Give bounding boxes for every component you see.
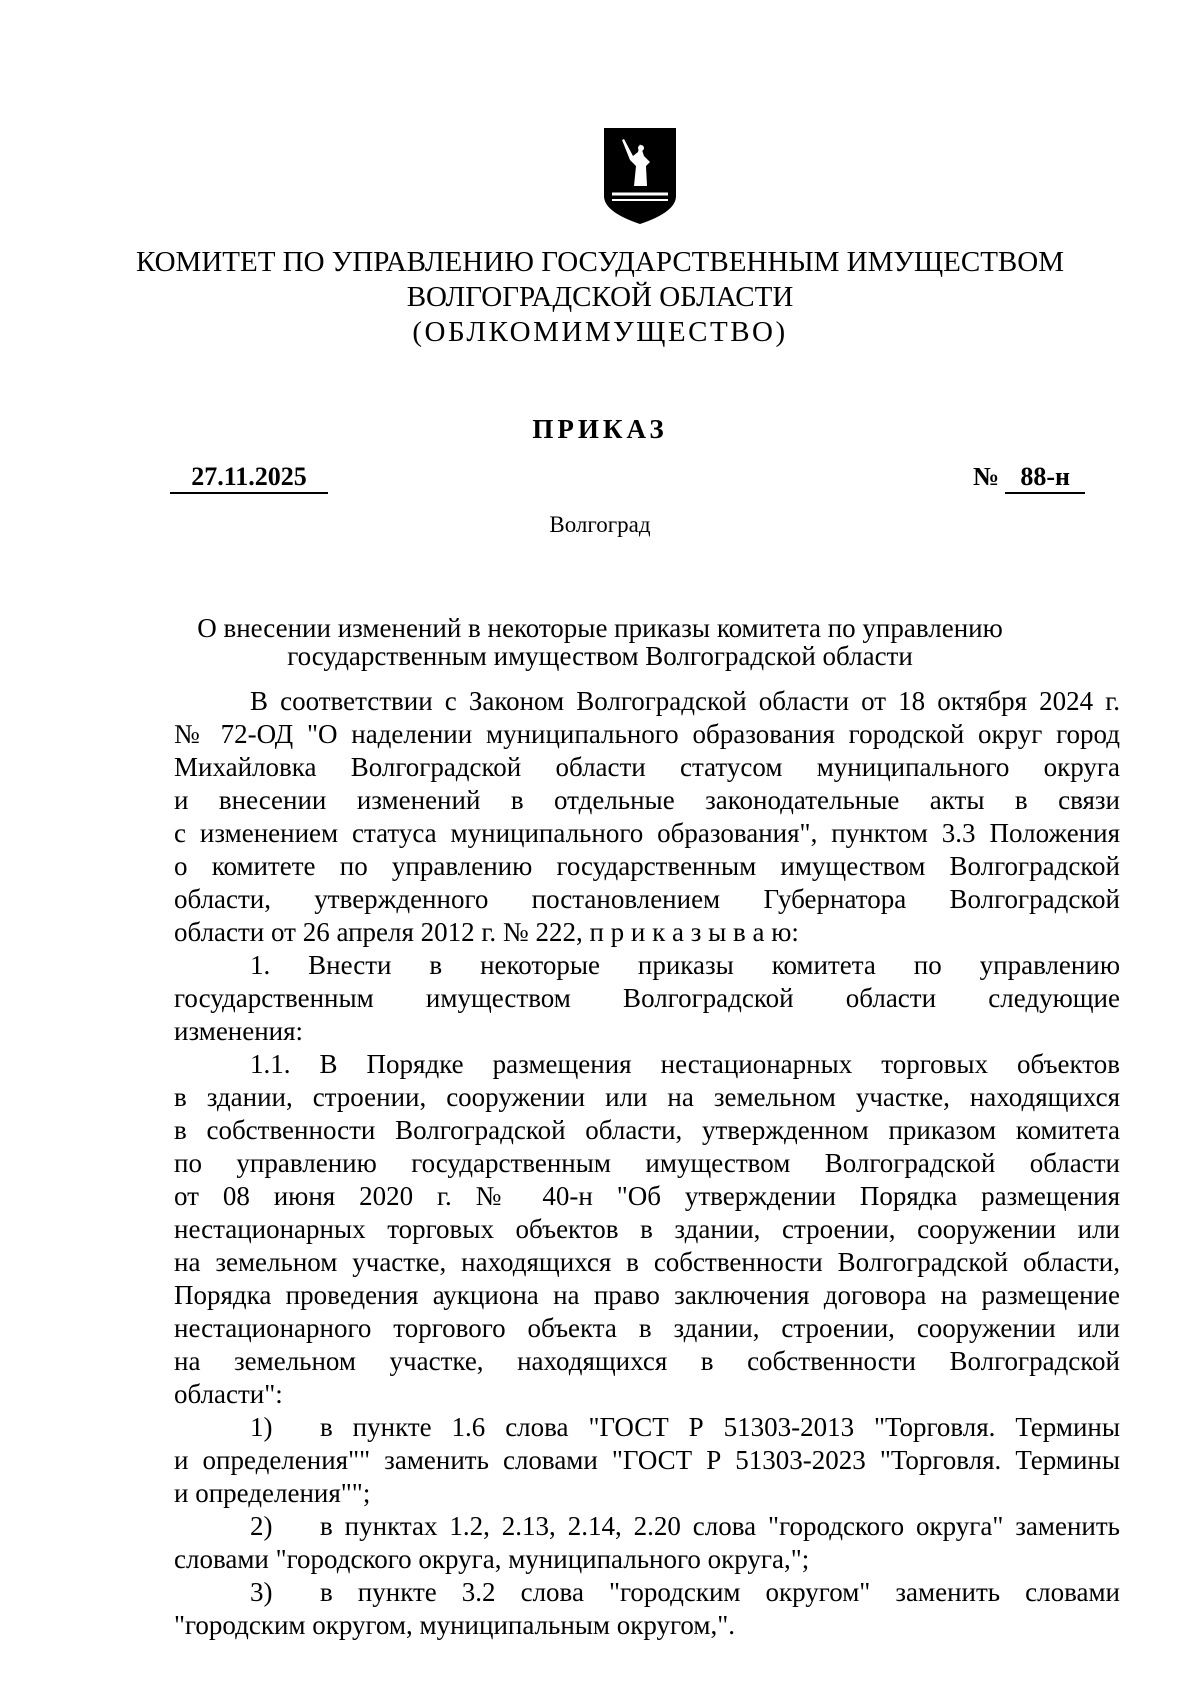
list-item-3	[250, 1576, 1120, 1608]
body-line: нестационарного торгового объекта в здании, строении, сооружении или	[174, 1313, 1120, 1343]
body-line: с изменением статуса муниципального образования", пунктом 3.3 Положения	[174, 818, 1120, 848]
body-line: в здании, строении, сооружении или на земельном участке, находящихся	[174, 1082, 1120, 1112]
document-date: 27.11.2025	[170, 462, 328, 494]
list-item-label: 3)	[250, 1577, 273, 1607]
body-line: области, утвержденного постановлением Губернатора Волгоградской	[174, 884, 1120, 914]
body-line: области от 26 апреля 2012 г. № 222, п р и к а з ы в а ю:	[174, 917, 799, 947]
body-line: в пункте 1.6 слова "ГОСТ Р 51303-2013 "Торговля. Термины	[320, 1412, 1120, 1442]
list-item-1	[250, 1411, 1120, 1443]
document-type-title: ПРИКАЗ	[532, 414, 668, 444]
body-line: по управлению государственным имуществом Волгоградской области	[174, 1148, 1120, 1178]
body-line: изменения:	[174, 1016, 304, 1046]
body-line: В соответствии с Законом Волгоградской области от 18 октября 2024 г.	[250, 686, 1120, 716]
number-value: 88-н	[1005, 462, 1085, 494]
body-line: и определения"";	[174, 1478, 371, 1508]
body-line: "городским округом, муниципальным округом,".	[174, 1610, 736, 1640]
organization-name-line-2: ВОЛГОГРАДСКОЙ ОБЛАСТИ	[406, 281, 794, 313]
body-line: на земельном участке, находящихся в собственности Волгоградской	[174, 1346, 1120, 1376]
organization-name-line-1: КОМИТЕТ ПО УПРАВЛЕНИЮ ГОСУДАРСТВЕННЫМ ИМУЩЕСТВОМ	[135, 246, 1064, 278]
body-line: в пунктах 1.2, 2.13, 2.14, 2.20 слова "городского округа" заменить	[320, 1511, 1120, 1541]
body-line: о комитете по управлению государственным имуществом Волгоградской	[174, 851, 1120, 881]
body-line: Порядка проведения аукциона на право заключения договора на размещение	[174, 1280, 1120, 1310]
body-line: № 72-ОД "О наделении муниципального образования городской округ город	[174, 719, 1120, 749]
body-line: и определения"" заменить словами "ГОСТ Р 51303-2023 "Торговля. Термины	[174, 1445, 1120, 1475]
city-name: Волгоград	[549, 512, 651, 537]
list-item-2	[250, 1510, 1120, 1542]
body-line: 1.1. В Порядке размещения нестационарных торговых объектов	[250, 1049, 1120, 1079]
body-line: области":	[174, 1379, 283, 1409]
body-line: нестационарных торговых объектов в здании, строении, сооружении или	[174, 1214, 1120, 1244]
subject-line-1: О внесении изменений в некоторые приказы комитета по управлению	[197, 613, 1003, 643]
body-line: государственным имуществом Волгоградской области следующие	[174, 983, 1120, 1013]
list-item-label: 1)	[250, 1412, 273, 1442]
body-line: в пункте 3.2 слова "городским округом" заменить словами	[320, 1577, 1120, 1607]
body-line: 1. Внести в некоторые приказы комитета по управлению	[250, 950, 1120, 980]
number-sign: №	[973, 462, 1000, 491]
body-line: словами "городского округа, муниципального округа,";	[174, 1544, 810, 1574]
volgograd-coat-of-arms-emblem	[600, 126, 680, 226]
list-item-label: 2)	[250, 1511, 273, 1541]
body-line: от 08 июня 2020 г. № 40-н "Об утверждении Порядка размещения	[174, 1181, 1120, 1211]
body-line: в собственности Волгоградской области, утвержденном приказом комитета	[174, 1115, 1120, 1145]
subject-line-2: государственным имуществом Волгоградской области	[287, 641, 913, 671]
body-line: и внесении изменений в отдельные законодательные акты в связи	[174, 785, 1120, 815]
document-number	[973, 462, 1085, 494]
organization-abbreviation: (ОБЛКОМИМУЩЕСТВО)	[412, 316, 788, 348]
body-line: Михайловка Волгоградской области статусом муниципального округа	[174, 752, 1120, 782]
body-line: на земельном участке, находящихся в собственности Волгоградской области,	[174, 1247, 1120, 1277]
